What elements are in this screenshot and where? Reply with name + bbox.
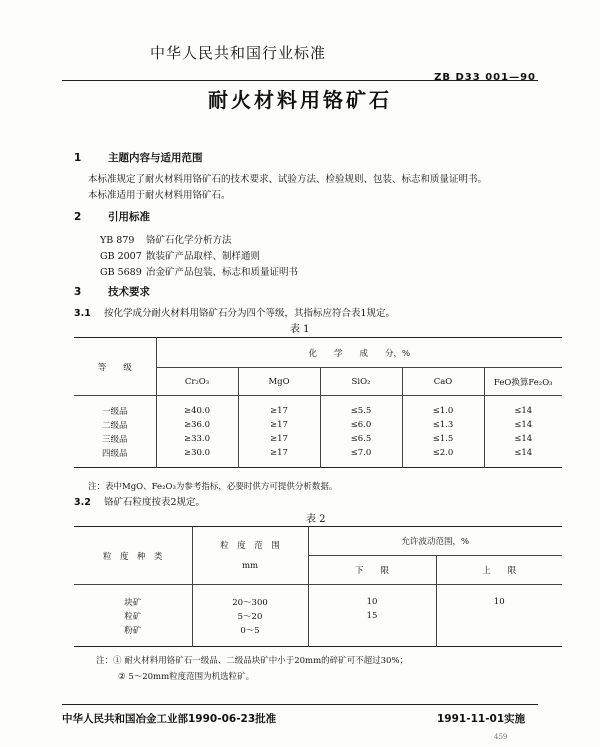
table-2-upper-header: 上 限 — [482, 566, 517, 576]
table-1-column-header: CaO — [402, 368, 484, 396]
table-row — [74, 404, 562, 418]
table-1-column-header: FeO换算Fe₂O₃ — [493, 377, 553, 388]
section-1-title: 主题内容与适用范围 — [108, 152, 203, 164]
table-1-column-header: Cr₂O₃ — [156, 368, 238, 396]
table-row — [74, 623, 562, 637]
clause-3-2-number: 3.2 — [74, 497, 91, 508]
footer-rule — [62, 704, 538, 705]
table-2 — [74, 526, 562, 647]
section-1-heading — [74, 150, 203, 165]
table-cell: ≥17 — [238, 404, 320, 418]
reference-title: 铬矿石化学分析方法 — [146, 235, 232, 246]
table-cell: 10 — [308, 595, 436, 609]
table-cell: 块矿 — [74, 595, 192, 609]
table-row — [74, 595, 562, 609]
clause-3-1 — [74, 305, 395, 319]
table-2-range-header-label: 粒 度 范 围 — [220, 540, 280, 551]
table-cell: 15 — [308, 609, 436, 623]
reference-title: 散装矿产品取样、制样通则 — [146, 251, 261, 262]
table-cell: ≤2.0 — [402, 446, 484, 460]
table-cell: ≤6.0 — [320, 418, 402, 432]
table-cell: 四级品 — [74, 446, 156, 460]
header-rule — [62, 80, 538, 81]
table-row — [74, 418, 562, 432]
section-1-paragraph-2: 本标准适用于耐火材料用铬矿石。 — [88, 190, 231, 201]
table-cell: 三级品 — [74, 432, 156, 446]
table-2-lower-header: 下 限 — [308, 556, 436, 585]
table-cell: 0～5 — [192, 623, 308, 637]
table-cell: ≤1.0 — [402, 404, 484, 418]
footer-effective-date: 1991-11-01实施 — [437, 713, 526, 725]
table-cell: ≥17 — [238, 446, 320, 460]
clause-3-2-text: 铬矿石粒度按表2规定。 — [104, 497, 206, 508]
reference-code: GB 2007 — [100, 251, 142, 262]
table-2-kind-header: 粒 度 种 类 — [74, 527, 192, 585]
table-cell: ≥17 — [238, 418, 320, 432]
table-cell — [436, 609, 562, 623]
table-cell: ≥36.0 — [156, 418, 238, 432]
table-cell: ≤5.5 — [320, 404, 402, 418]
clause-3-1-number: 3.1 — [74, 308, 91, 319]
table-cell: ≤7.0 — [320, 446, 402, 460]
table-cell: 粉矿 — [74, 623, 192, 637]
table-cell: ≤14 — [514, 419, 533, 430]
table-2-caption: 表 2 — [306, 514, 326, 525]
section-2-number: 2 — [74, 211, 82, 223]
reference-item — [100, 248, 260, 262]
page-number: 459 — [494, 733, 508, 741]
table-cell: 5～20 — [192, 609, 308, 623]
section-1-number: 1 — [74, 152, 82, 164]
reference-code: YB 879 — [100, 235, 135, 246]
table-cell: ≤6.5 — [320, 432, 402, 446]
table-cell — [308, 623, 436, 637]
table-row — [74, 432, 562, 446]
section-1-paragraph-1: 本标准规定了耐火材料用铬矿石的技术要求、试验方法、检验规则、包装、标志和质量证明书。 — [88, 174, 488, 185]
table-cell — [436, 623, 562, 637]
table-cell: ≥33.0 — [156, 432, 238, 446]
table-row — [74, 609, 562, 623]
table-cell: 粒矿 — [74, 609, 192, 623]
table-2-note-2: ② 5～20mm粒度范围为机选粒矿。 — [118, 672, 255, 682]
table-cell: ≥30.0 — [156, 446, 238, 460]
table-cell: ≥17 — [238, 432, 320, 446]
table-cell: ≤1.5 — [402, 432, 484, 446]
table-2-note-1: 注：① 耐火材料用铬矿石一级品、二级品块矿中小于20mm的碎矿可不超过30%； — [96, 656, 409, 666]
section-2-heading — [74, 209, 150, 224]
table-1-caption: 表 1 — [290, 324, 310, 335]
section-3-number: 3 — [74, 286, 82, 298]
reference-item — [100, 232, 232, 246]
table-1-column-header: SiO₂ — [320, 368, 402, 396]
standard-code: ZB D33 001—90 — [434, 72, 536, 83]
clause-3-1-text: 按化学成分耐火材料用铬矿石分为四个等级，其指标应符合表1规定。 — [104, 308, 396, 319]
reference-item — [100, 264, 298, 278]
table-cell: 10 — [493, 596, 505, 607]
table-cell: ≤14 — [514, 447, 533, 458]
table-1-column-header: MgO — [238, 368, 320, 396]
table-2-group-header: 允许波动范围，% — [308, 527, 562, 556]
table-cell: 一级品 — [74, 404, 156, 418]
document-title: 耐火材料用铬矿石 — [208, 88, 392, 112]
section-3-heading — [74, 284, 150, 299]
table-1-grade-header: 等 级 — [74, 338, 156, 396]
org-title: 中华人民共和国行业标准 — [150, 44, 327, 62]
reference-code: GB 5689 — [100, 267, 142, 278]
table-1-note: 注：表中MgO、Fe₂O₃为参考指标，必要时供方可提供分析数据。 — [88, 482, 338, 492]
clause-3-2 — [74, 494, 205, 508]
footer-issuer: 中华人民共和国冶金工业部1990-06-23批准 — [62, 713, 277, 725]
table-cell: 20～300 — [192, 595, 308, 609]
table-cell: 二级品 — [74, 418, 156, 432]
table-cell: ≤14 — [514, 433, 533, 444]
table-cell: ≥40.0 — [156, 404, 238, 418]
reference-title: 冶金矿产品包装、标志和质量证明书 — [146, 267, 299, 278]
table-1 — [74, 337, 562, 468]
section-2-title: 引用标准 — [108, 211, 150, 223]
table-2-range-header — [192, 527, 308, 585]
table-cell: ≤14 — [514, 405, 533, 416]
section-3-title: 技术要求 — [108, 286, 150, 298]
table-cell: ≤1.3 — [402, 418, 484, 432]
table-2-range-unit: mm — [241, 560, 259, 571]
table-1-group-header: 化 学 成 分，% — [156, 338, 562, 368]
table-row — [74, 446, 562, 460]
